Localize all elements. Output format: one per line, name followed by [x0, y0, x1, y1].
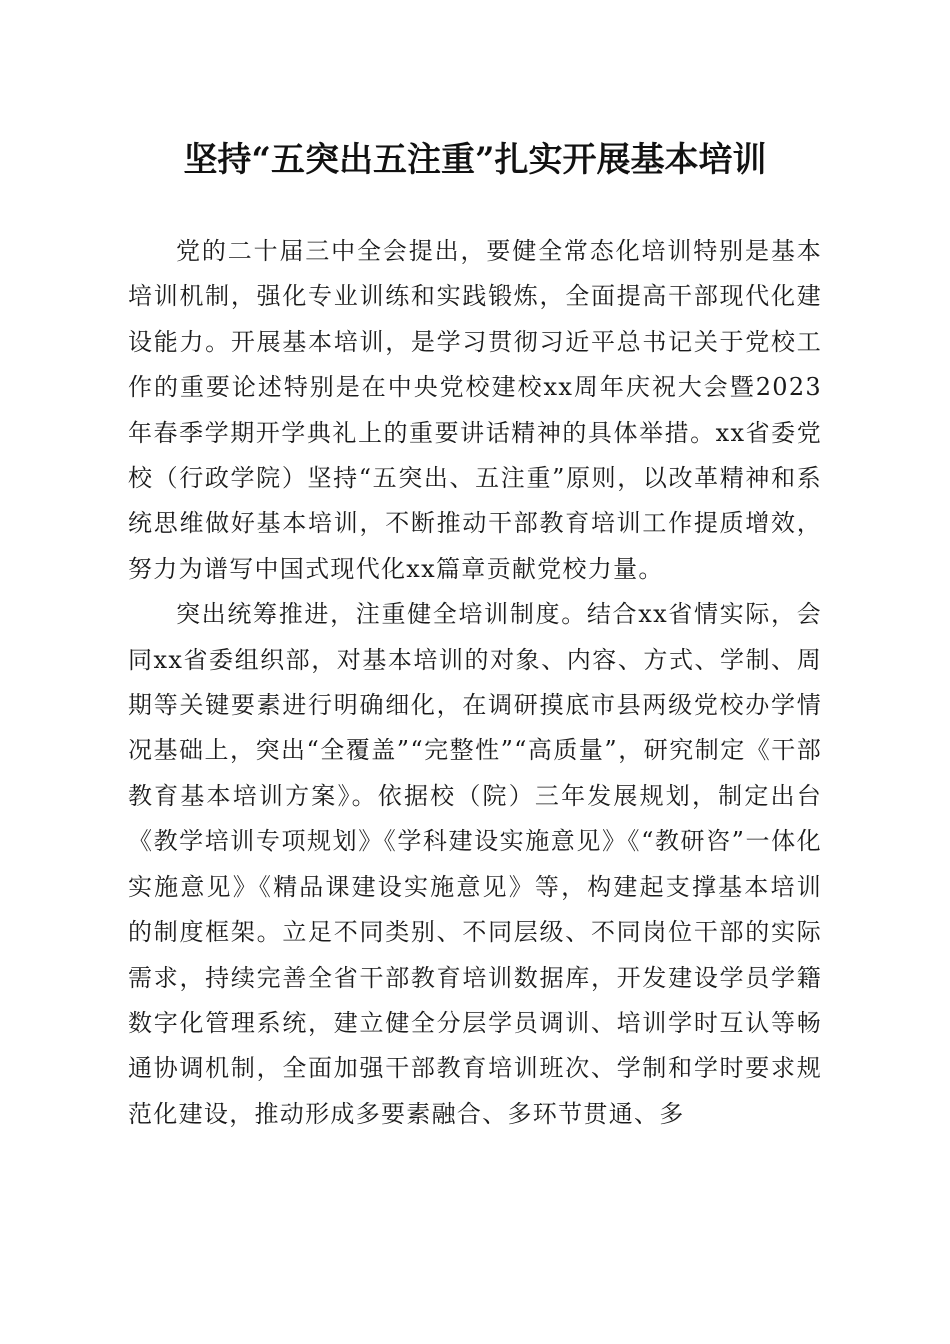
document-title: 坚持“五突出五注重”扎实开展基本培训 [183, 140, 767, 180]
paragraph-overall-planning: 突出统筹推进，注重健全培训制度。结合xx省情实际，会同xx省委组织部，对基本培训的对象、内容、方式、学制、周期等关键要素进行明确细化，在调研摸底市县两级党校办学情况基础上，突出“全覆盖”“完整性”“高质量”，研究制定《干部教育基本培训方案》。依据校（院）三年发展规划，制定出台《教学培训专项规划》《学科建设实施意见》《“教研咨”一体化实施意见》《精品课建设实施意见》等，构建起支撑基本培训的制度框架。立足不同类别、不同层级、不同岗位干部的实际需求，持续完善全省干部教育培训数据库，开发建设学员学籍数字化管理系统，建立健全分层学员调训、培训学时互认等畅通协调机制，全面加强干部教育培训班次、学制和学时要求规范化建设，推动形成多要素融合、多环节贯通、多 [128, 600, 822, 1128]
paragraph-intro: 党的二十届三中全会提出，要健全常态化培训特别是基本培训机制，强化专业训练和实践锻炼，全面提高干部现代化建设能力。开展基本培训，是学习贯彻习近平总书记关于党校工作的重要论述特别是在中央党校建校xx周年庆祝大会暨2023年春季学期开学典礼上的重要讲话精神的具体举措。xx省委党校（行政学院）坚持“五突出、五注重”原则，以改革精神和系统思维做好基本培训，不断推动干部教育培训工作提质增效，努力为谱写中国式现代化xx篇章贡献党校力量。 [128, 237, 822, 583]
document-body [128, 229, 822, 1137]
